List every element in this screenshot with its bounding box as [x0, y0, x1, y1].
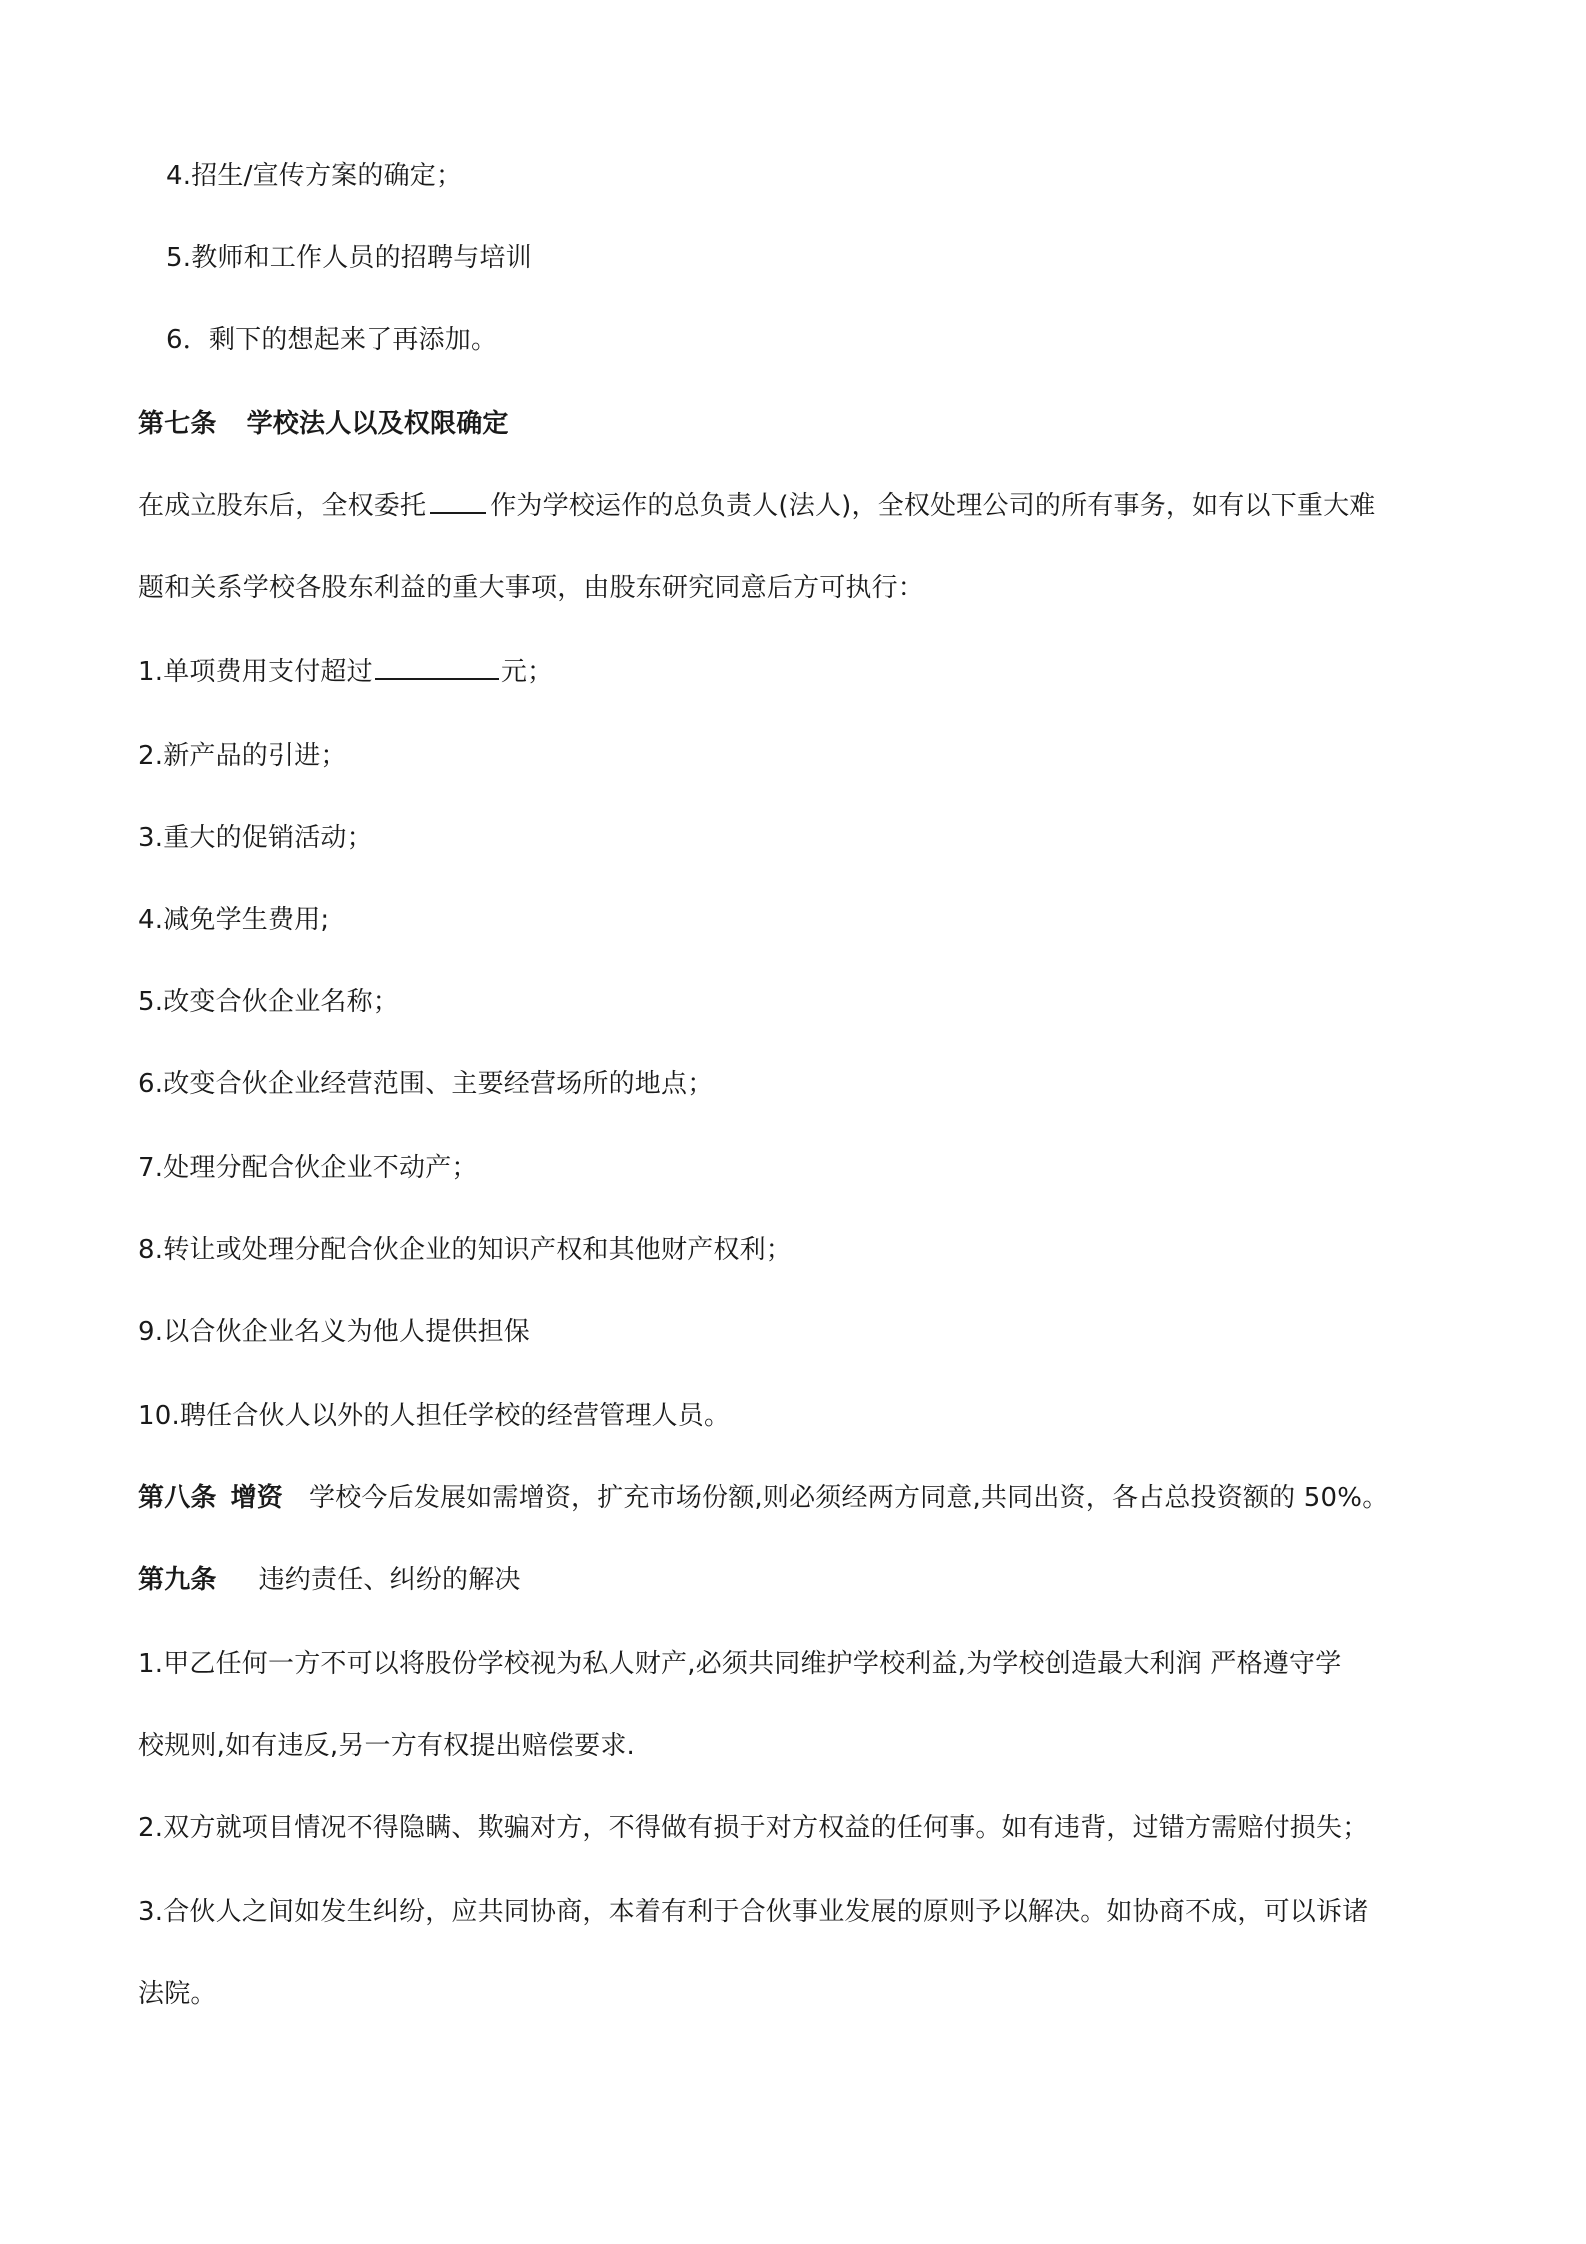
article-9-item-2: 2.双方就项目情况不得隐瞒、欺骗对方，不得做有损于对方权益的任何事。如有违背，过错方需赔付损失；	[138, 1813, 1369, 1843]
article-7-item-6: 6.改变合伙企业经营范围、主要经营场所的地点；	[138, 1069, 714, 1099]
article-7-title: 学校法人以及权限确定	[246, 409, 509, 439]
article-9-item-1-line1: 1.甲乙任何一方不可以将股份学校视为私人财产,必须共同维护学校利益,为学校创造最大利润 严格遵守学	[138, 1649, 1342, 1679]
article-7-number: 第七条	[138, 409, 217, 439]
article-7-paragraph-line2: 题和关系学校各股东利益的重大事项，由股东研究同意后方可执行：	[138, 573, 925, 603]
article-8-number: 第八条	[138, 1483, 217, 1513]
article-7-item-4: 4.减免学生费用;	[138, 905, 330, 935]
article-9-item-3-line1: 3.合伙人之间如发生纠纷，应共同协商，本着有利于合伙事业发展的原则予以解决。如协商不成，可以诉诸	[138, 1897, 1369, 1927]
list-item-staff-hiring: 5.教师和工作人员的招聘与培训	[166, 243, 532, 273]
article-8-title: 增资	[230, 1483, 284, 1513]
expense-amount-blank	[375, 652, 499, 680]
expense-unit-text: 元；	[500, 657, 554, 687]
article-7-paragraph-line1	[138, 486, 1468, 526]
article-7-item-7: 7.处理分配合伙企业不动产；	[138, 1153, 478, 1183]
article-8-text: 学校今后发展如需增资，扩充市场份额,则必须经两方同意,共同出资，各占总投资额的 50%。	[309, 1483, 1389, 1513]
article-9-item-3-line2: 法院。	[138, 1979, 217, 2009]
list-item-remaining: 6．剩下的想起来了再添加。	[166, 325, 498, 355]
article-7-item-5: 5.改变合伙企业名称；	[138, 987, 400, 1017]
article-7-item-10: 10.聘任合伙人以外的人担任学校的经营管理人员。	[138, 1401, 731, 1431]
article-7-item-3: 3.重大的促销活动；	[138, 823, 373, 853]
article-7-item-2: 2.新产品的引进；	[138, 741, 347, 771]
article-9-item-1-line2: 校规则,如有违反,另一方有权提出赔偿要求.	[138, 1731, 635, 1761]
delegation-text-after: 作为学校运作的总负责人(法人)，全权处理公司的所有事务，如有以下重大难	[490, 491, 1376, 521]
article-7-item-9: 9.以合伙企业名义为他人提供担保	[138, 1317, 531, 1347]
delegate-name-blank	[430, 486, 486, 514]
article-8	[138, 1478, 1468, 1518]
article-7-item-1	[138, 652, 1468, 692]
list-item-recruitment-plan: 4.招生/宣传方案的确定；	[166, 161, 463, 191]
expense-limit-text: 1.单项费用支付超过	[138, 657, 373, 687]
delegation-text-before: 在成立股东后，全权委托	[138, 491, 427, 521]
article-9-title: 违约责任、纠纷的解决	[258, 1565, 521, 1595]
article-7-item-8: 8.转让或处理分配合伙企业的知识产权和其他财产权利；	[138, 1235, 793, 1265]
article-7-heading	[138, 404, 1468, 444]
article-9-heading	[138, 1560, 1468, 1600]
article-9-number: 第九条	[138, 1565, 217, 1595]
